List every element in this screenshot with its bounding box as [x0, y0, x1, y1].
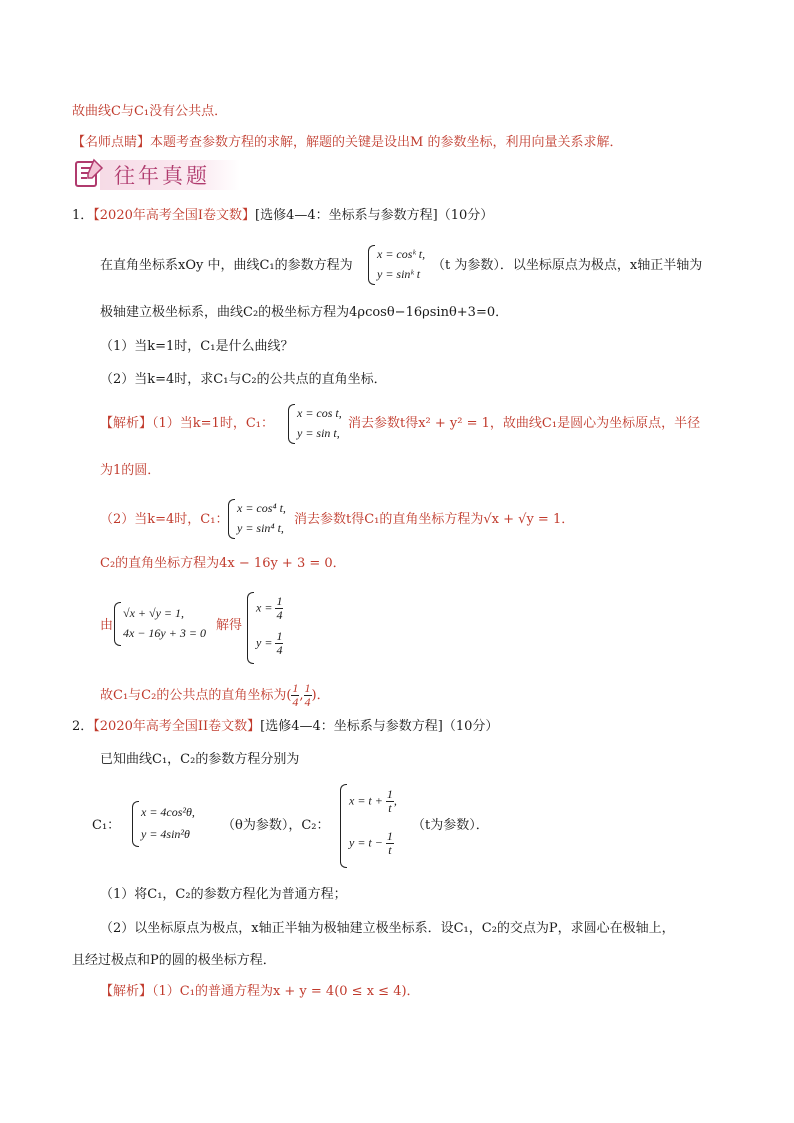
q1-answer-5-pre: 故C₁与C₂的公共点的直角坐标为(	[100, 688, 292, 703]
denominator: 4	[292, 695, 299, 709]
numerator: 1	[386, 787, 393, 801]
q1-eq-y: y = sinᵏ t	[377, 267, 421, 281]
q2-c2-note: （t为参数）．	[412, 818, 489, 833]
brace	[114, 602, 121, 646]
result-y-label: y =	[256, 635, 273, 650]
denominator: 4	[276, 643, 283, 657]
teacher-tip	[72, 134, 622, 152]
q2-c1-system	[132, 801, 222, 847]
q2-source: 【2020年高考全国II卷文数】	[93, 719, 261, 734]
q1-answer-1-end: 为1的圆．	[100, 463, 161, 478]
numerator: 1	[276, 629, 283, 643]
q1-param-system	[368, 245, 428, 285]
q1-answer-5: 故C₁与C₂的公共点的直角坐标为( $\frac{1}{4}$ , $\frac{1}{4}$ )．	[100, 681, 330, 709]
q1-topic: [选修4—4：坐标系与参数方程]（10分）	[255, 208, 494, 223]
fraction	[275, 630, 283, 657]
q1-prompt-b: （t 为参数）．以坐标原点为极点，x轴正半轴为	[432, 258, 703, 273]
eq-y-text: y = t −	[349, 835, 383, 850]
numerator: 1	[386, 829, 393, 843]
q1-answer-1	[100, 415, 274, 433]
q2-answer-label: 【解析】	[100, 984, 153, 999]
q1-sub1: （1）当k=1时，C₁是什么曲线？	[100, 339, 294, 354]
section-banner	[72, 152, 242, 198]
result-x	[256, 595, 283, 622]
book-icon	[72, 156, 106, 190]
eq-x-text: x = t +	[349, 793, 383, 808]
eq-x: x = cos⁴ t,	[237, 501, 286, 515]
eq-1: √x + √y = 1,	[123, 606, 185, 620]
eq-2: 4x − 16y + 3 = 0	[123, 626, 206, 640]
tip-label: 【名师点睛】	[72, 135, 151, 150]
brace	[228, 499, 235, 539]
brace	[247, 592, 254, 664]
q1-answer-5-post: )．	[311, 688, 330, 703]
denominator: t	[388, 801, 392, 815]
q1-answer-1-pre: （1）当k=1时，C₁：	[152, 416, 274, 431]
q2-c1-label: C₁：	[92, 818, 121, 833]
q1-answer-1-post: 消去参数t得x² + y² = 1，故曲线C₁是圆心为坐标原点，半径	[348, 416, 701, 431]
q1-eq-x: x = cosᵏ t,	[377, 247, 426, 261]
brace	[368, 245, 375, 285]
q2-prompt: 已知曲线C₁，C₂的参数方程分别为	[100, 752, 300, 767]
fraction	[386, 788, 394, 815]
q1-source: 【2020年高考全国Ⅰ卷文数】	[93, 208, 256, 223]
brace	[340, 784, 347, 868]
brace	[288, 404, 295, 444]
numerator: 1	[292, 681, 299, 695]
eq-y	[349, 830, 394, 857]
eq-y: y = sin⁴ t,	[237, 521, 284, 535]
banner-title: 往年真题	[114, 164, 210, 188]
numerator: 1	[304, 681, 311, 695]
q1-answer-2-pre: （2）当k=4时，C₁：	[100, 512, 229, 527]
q1-prompt-a: 在直角坐标系xOy 中，曲线C₁的参数方程为	[100, 258, 353, 273]
result-y	[256, 630, 283, 657]
q2-sub2-a: （2）以坐标原点为极点，x轴正半轴为极轴建立极坐标系．设C₁，C₂的交点为P，求圆心在极轴上，	[100, 921, 675, 936]
q2-topic: [选修4—4：坐标系与参数方程]（10分）	[260, 719, 499, 734]
denominator: 4	[276, 608, 283, 622]
tip-text: 本题考查参数方程的求解，解题的关键是设出M 的参数坐标，利用向量关系求解．	[150, 135, 623, 150]
q1-answer-label: 【解析】	[100, 416, 153, 431]
q2-c2-system	[340, 784, 410, 868]
q2-sub1: （1）将C₁，C₂的参数方程化为普通方程；	[100, 887, 347, 902]
denominator: 4	[304, 695, 311, 709]
fraction	[275, 595, 283, 622]
eq-x: x = cos t,	[297, 406, 342, 420]
eq-x: x = t + $\frac{1}{t}$ ,	[349, 787, 397, 815]
q1-answer-4-mid: 解得	[216, 618, 243, 633]
q2-answer-text: （1）C₁的普通方程为x + y = 4(0 ≤ x ≤ 4)．	[152, 984, 420, 999]
q1-header	[72, 207, 493, 225]
eq-y: y = sin t,	[297, 426, 340, 440]
q2-header	[72, 718, 498, 736]
q2-answer	[100, 983, 420, 1001]
q1-prompt-polar: 极轴建立极坐标系，曲线C₂的极坐标方程为4ρcosθ−16ρsinθ+3=0．	[100, 305, 509, 320]
q1-number: 1．	[72, 208, 94, 223]
q1-answer-system-1	[288, 404, 344, 444]
q1-answer-system-3	[114, 602, 214, 646]
fraction	[386, 830, 394, 857]
q2-number: 2．	[72, 719, 94, 734]
fraction	[304, 682, 312, 709]
result-x-label: x =	[256, 600, 273, 615]
denominator: t	[388, 843, 392, 857]
q1-answer-3: C₂的直角坐标方程为4x − 16y + 3 = 0．	[100, 556, 346, 571]
numerator: 1	[276, 594, 283, 608]
q1-answer-system-2	[228, 499, 290, 539]
brace	[132, 801, 139, 847]
q1-answer-4-pre: 由	[100, 618, 114, 633]
q2-sub2-b: 且经过极点和P的圆的极坐标方程．	[72, 953, 276, 968]
top-conclusion: 故曲线C与C₁没有公共点．	[72, 104, 228, 119]
fraction	[291, 682, 299, 709]
q1-answer-result	[247, 592, 299, 664]
eq-x: x = 4cos²θ,	[141, 805, 195, 819]
eq-y: y = 4sin²θ	[141, 827, 190, 841]
q2-c1-note: （θ为参数），C₂：	[222, 818, 330, 833]
q1-sub2: （2）当k=4时，求C₁与C₂的公共点的直角坐标．	[100, 372, 387, 387]
q1-answer-2-post: 消去参数t得C₁的直角坐标方程为√x + √y = 1．	[294, 512, 575, 527]
